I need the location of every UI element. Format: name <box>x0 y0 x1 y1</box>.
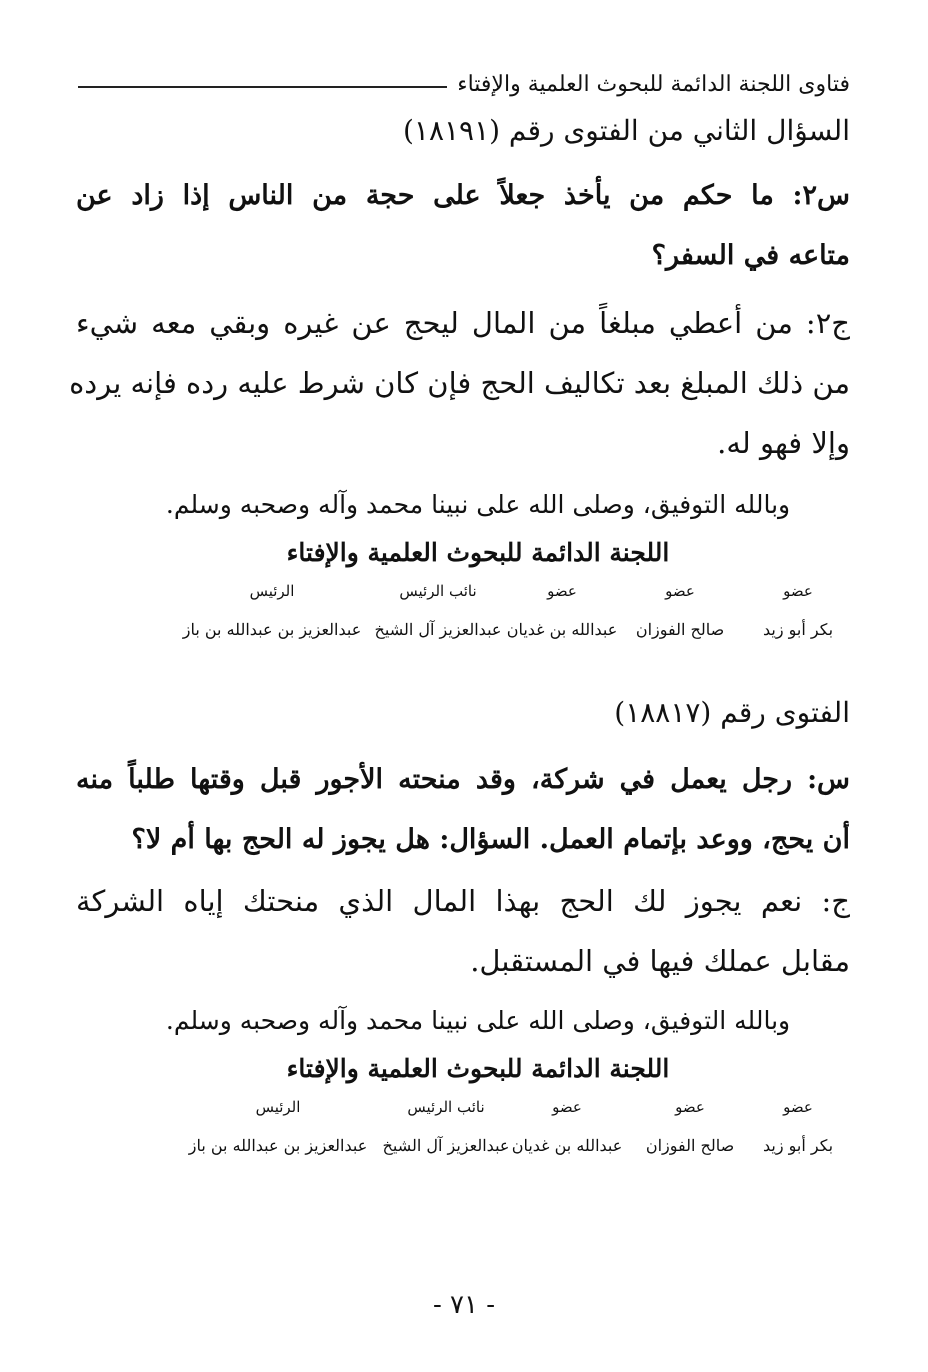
signatory-name: بكر أبو زيد <box>762 1136 834 1155</box>
fatwa-2-signatory-roles <box>80 1098 850 1118</box>
signatory-name: صالح الفوزان <box>635 620 725 639</box>
fatwa-2-question-line-1: س: رجل يعمل في شركة، وقد منحته الأجور قبل وقتها طلباً منه <box>76 764 850 795</box>
signatory-role: نائب الرئيس <box>399 582 477 600</box>
signatory-name: بكر أبو زيد <box>762 620 834 639</box>
fatwa-1-question-line-1: س٢: ما حكم من يأخذ جعلاً على حجة من الناس إذا زاد عن <box>76 180 850 211</box>
signatory-role: عضو <box>783 582 813 600</box>
fatwa-1-closing: وبالله التوفيق، وصلى الله على نبينا محمد وآله وصحبه وسلم. <box>165 490 791 519</box>
signatory-role: عضو <box>783 1098 813 1116</box>
fatwa-2-question-line-2: أن يحج، ووعد بإتمام العمل. السؤال: هل يجوز له الحج بها أم لا؟ <box>131 824 850 855</box>
fatwa-2-committee: اللجنة الدائمة للبحوث العلمية والإفتاء <box>286 1054 670 1083</box>
signatory-role: نائب الرئيس <box>407 1098 485 1116</box>
signatory-name: عبدالعزيز بن عبدالله بن باز <box>182 620 362 639</box>
fatwa-2-closing: وبالله التوفيق، وصلى الله على نبينا محمد وآله وصحبه وسلم. <box>165 1006 791 1035</box>
fatwa-1-answer-line-3: وإلا فهو له. <box>717 426 850 460</box>
running-header <box>78 54 850 96</box>
fatwa-2-answer-line-2: مقابل عملك فيها في المستقبل. <box>470 944 850 978</box>
signatory-role: عضو <box>552 1098 582 1116</box>
header-title: فتاوى اللجنة الدائمة للبحوث العلمية والإفتاء <box>457 72 850 97</box>
fatwa-1-answer-line-2: من ذلك المبلغ بعد تكاليف الحج فإن كان شرط عليه رده فإنه يرده <box>69 366 850 400</box>
signatory-role: عضو <box>675 1098 705 1116</box>
signatory-role: عضو <box>665 582 695 600</box>
header-rule <box>78 86 447 88</box>
fatwa-1-title: السؤال الثاني من الفتوى رقم (١٨١٩١) <box>402 114 850 147</box>
signatory-role: الرئيس <box>255 1098 301 1116</box>
page-number: - ٧١ - <box>432 1290 496 1320</box>
fatwa-1-question-line-2: متاعه في السفر؟ <box>651 240 850 271</box>
signatory-name: عبدالعزيز آل الشيخ <box>382 1136 510 1155</box>
fatwa-2-title: الفتوى رقم (١٨٨١٧) <box>614 696 850 729</box>
fatwa-1-answer-line-1: ج٢: من أعطي مبلغاً من المال ليحج عن غيره وبقي معه شيء <box>76 306 850 340</box>
signatory-role: عضو <box>547 582 577 600</box>
signatory-name: عبدالعزيز آل الشيخ <box>374 620 502 639</box>
signatory-name: عبدالله بن غديان <box>511 1136 623 1155</box>
fatwa-2-signatory-names <box>80 1136 850 1156</box>
fatwa-1-signatory-names <box>80 620 850 640</box>
signatory-role: الرئيس <box>249 582 295 600</box>
signatory-name: عبدالله بن غديان <box>506 620 618 639</box>
fatwa-2-answer-line-1: ج: نعم يجوز لك الحج بهذا المال الذي منحتك إياه الشركة <box>76 884 850 918</box>
fatwa-1-committee: اللجنة الدائمة للبحوث العلمية والإفتاء <box>286 538 670 567</box>
signatory-name: صالح الفوزان <box>645 1136 735 1155</box>
fatwa-1-signatory-roles <box>80 582 850 602</box>
signatory-name: عبدالعزيز بن عبدالله بن باز <box>188 1136 368 1155</box>
